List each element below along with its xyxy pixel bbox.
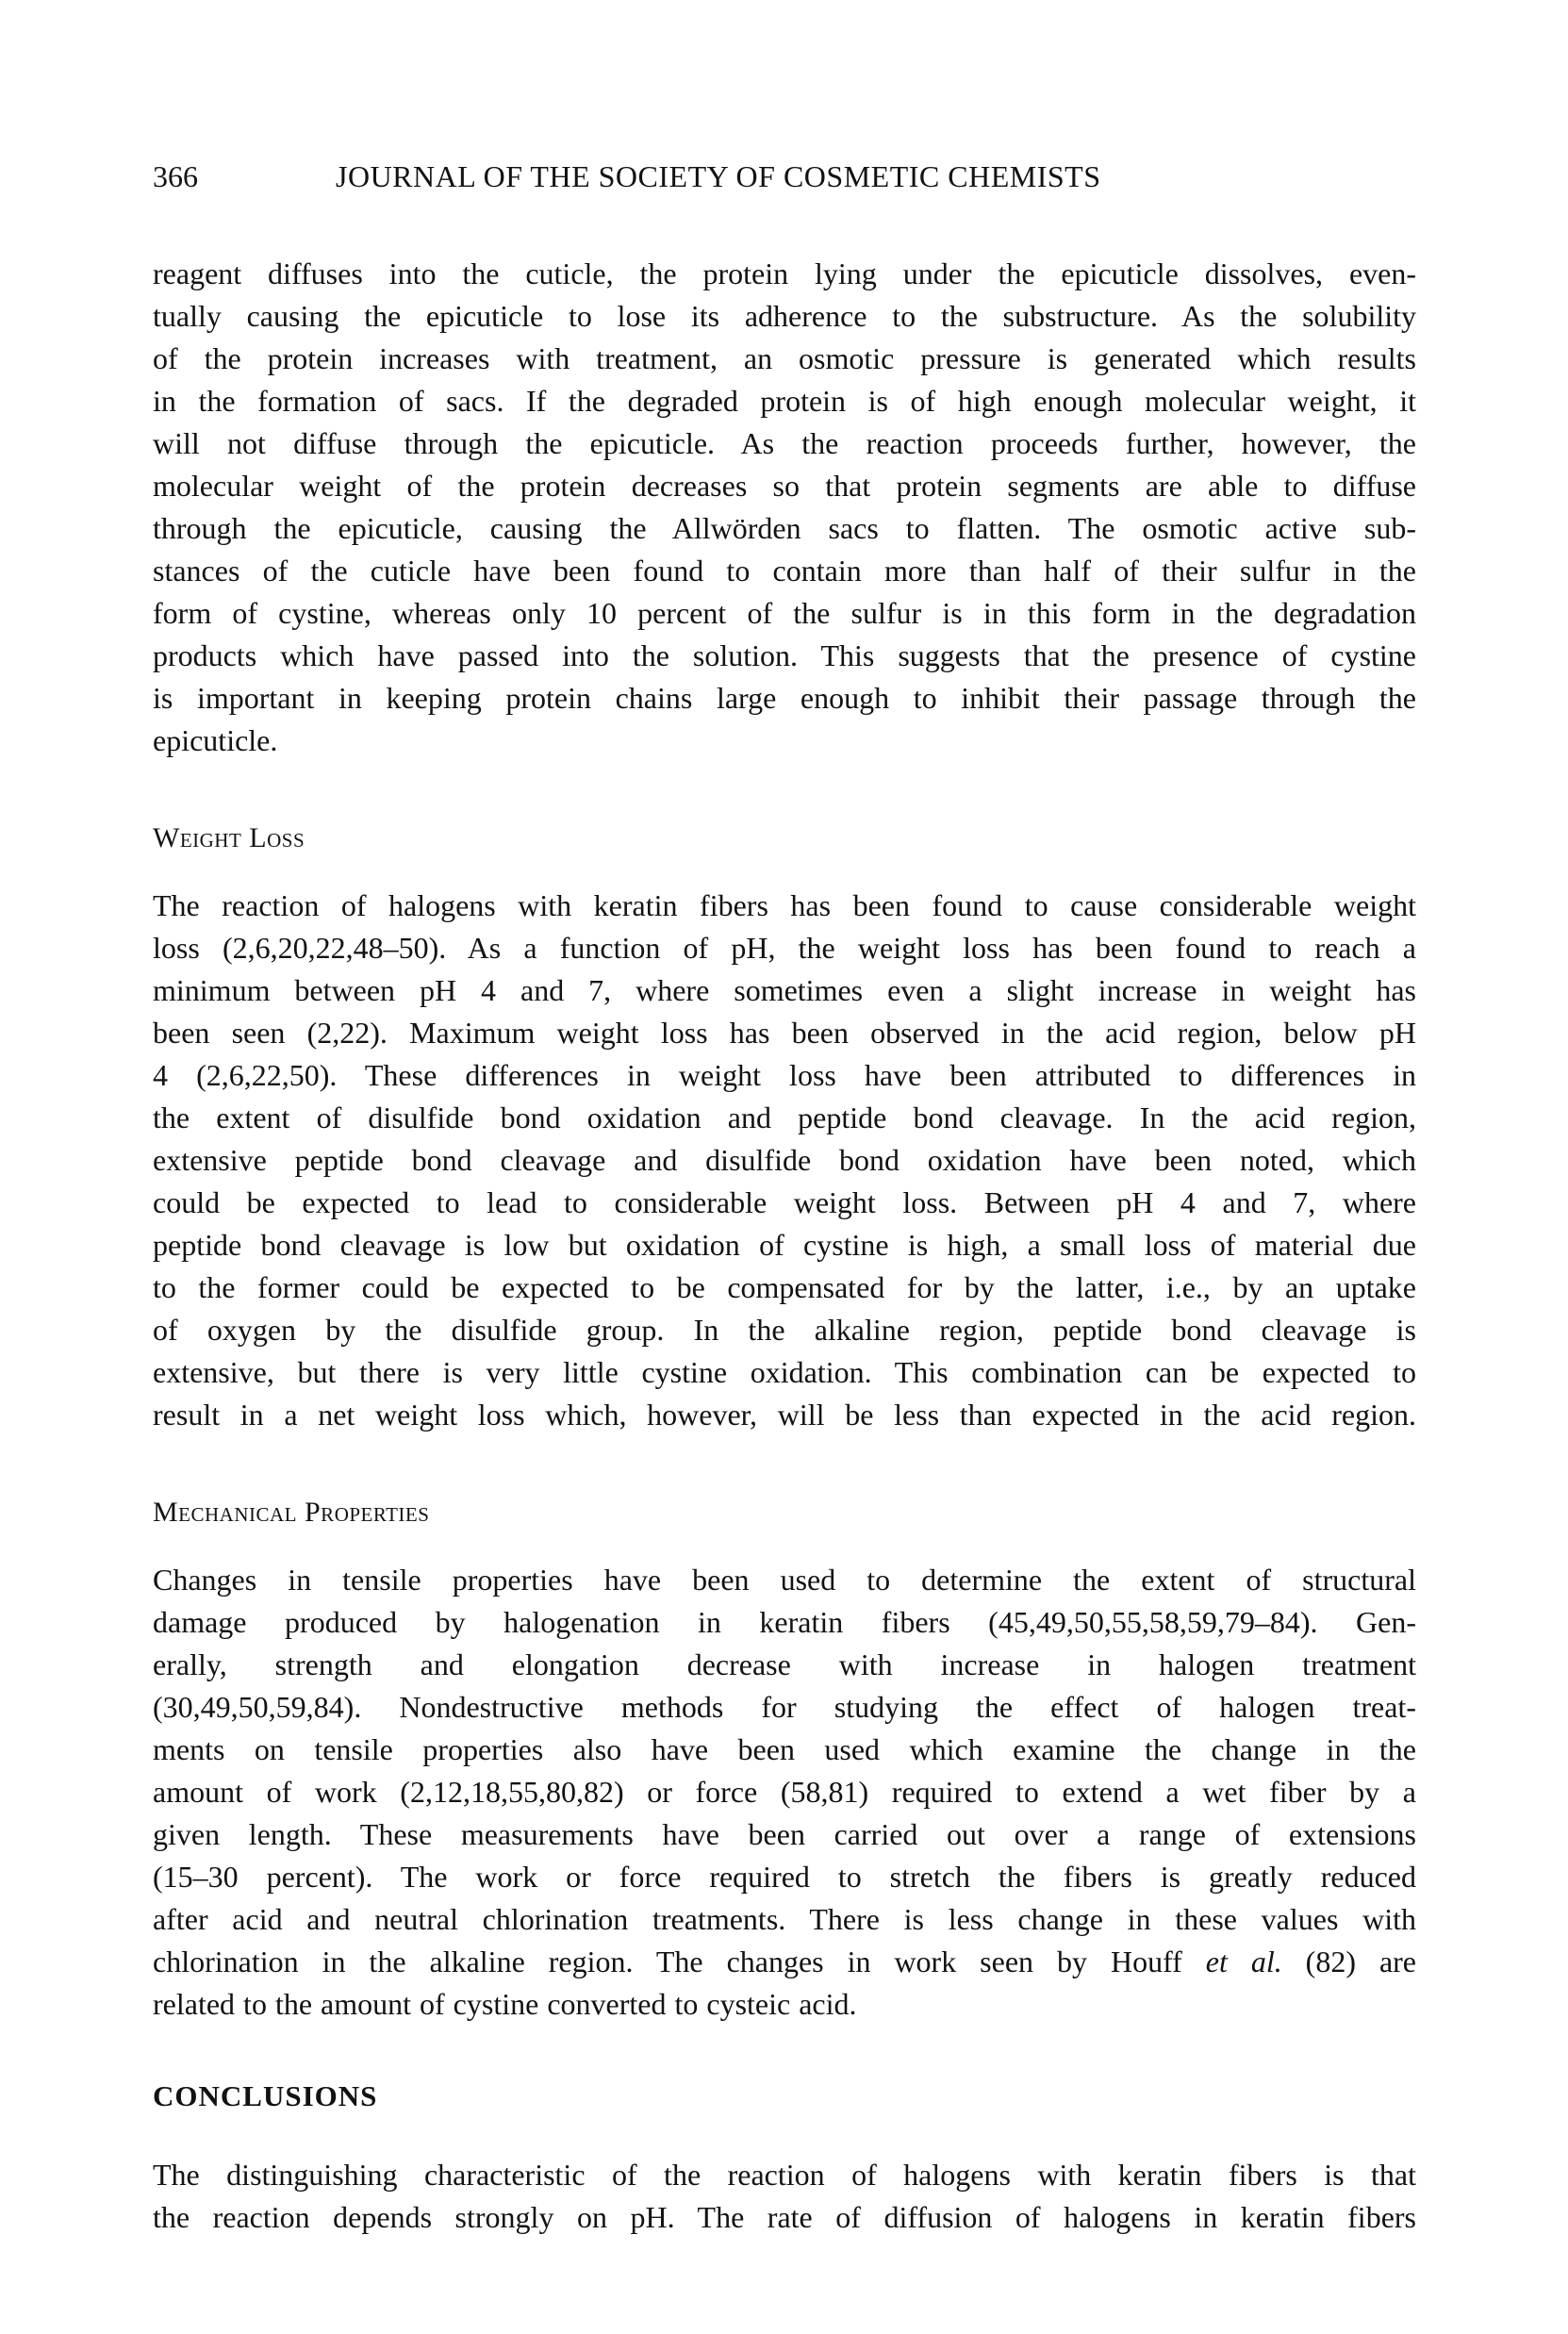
text-line: could be expected to lead to considerable weight loss. Between pH 4 and 7, where: [153, 1185, 1416, 1219]
text-line: The reaction of halogens with keratin fibers has been found to cause considerable weight: [153, 888, 1416, 922]
text-line: peptide bond cleavage is low but oxidation of cystine is high, a small loss of material due: [153, 1228, 1416, 1262]
text-line: been seen (2,22). Maximum weight loss has been observed in the acid region, below pH: [153, 1016, 1416, 1050]
text-line: given length. These measurements have been carried out over a range of extensions: [153, 1817, 1416, 1851]
text-line: Changes in tensile properties have been used to determine the extent of structural: [153, 1563, 1416, 1597]
text-line: products which have passed into the solution. This suggests that the presence of cystine: [153, 638, 1416, 672]
text-line: is important in keeping protein chains large enough to inhibit their passage through the: [153, 681, 1416, 715]
text-line: minimum between pH 4 and 7, where sometimes even a slight increase in weight has: [153, 973, 1416, 1007]
section-heading-weight-loss: Weight Loss: [153, 822, 305, 853]
text-line: result in a net weight loss which, however, will be less than expected in the acid region.: [153, 1398, 1416, 1432]
journal-title: JOURNAL OF THE SOCIETY OF COSMETIC CHEMISTS: [336, 159, 1101, 193]
section-mechanical-properties: [153, 1497, 1416, 2026]
text-line: chlorination in the alkaline region. The changes in work seen by Houff et al. (82) are: [153, 1945, 1417, 1978]
text-line: The distinguishing characteristic of the reaction of halogens with keratin fibers is that: [153, 2158, 1416, 2192]
page-body: [153, 253, 1416, 2239]
text-line: to the former could be expected to be compensated for by the latter, i.e., by an uptake: [153, 1270, 1416, 1304]
paragraph: [153, 2154, 1416, 2239]
paragraph: [153, 885, 1416, 1436]
text-line: epicuticle.: [153, 723, 278, 757]
text-line: of the protein increases with treatment, an osmotic pressure is generated which results: [153, 341, 1416, 375]
text-line: loss (2,6,20,22,48–50). As a function of pH, the weight loss has been found to reach a: [153, 931, 1416, 965]
text-line: of oxygen by the disulfide group. In the alkaline region, peptide bond cleavage is: [153, 1313, 1416, 1347]
text-line: tually causing the epicuticle to lose its adherence to the substructure. As the solubility: [153, 299, 1416, 333]
paragraph: [153, 253, 1416, 762]
section-weight-loss: [153, 822, 1416, 1436]
text-line: 4 (2,6,22,50). These differences in weight loss have been attributed to differences in: [153, 1058, 1416, 1092]
section-conclusions: [153, 2078, 1416, 2239]
text-line: (15–30 percent). The work or force required to stretch the fibers is greatly reduced: [153, 1860, 1416, 1894]
text-line: related to the amount of cystine converted to cysteic acid.: [153, 1987, 857, 2021]
text-line: form of cystine, whereas only 10 percent of the sulfur is in this form in the degradation: [153, 596, 1416, 630]
text-line: after acid and neutral chlorination treatments. There is less change in these values with: [153, 1902, 1416, 1936]
text-line: ments on tensile properties also have been used which examine the change in the: [153, 1732, 1416, 1766]
text-line: the reaction depends strongly on pH. The rate of diffusion of halogens in keratin fibers: [153, 2200, 1416, 2234]
text-line: in the formation of sacs. If the degraded protein is of high enough molecular weight, it: [153, 384, 1416, 418]
text-line: erally, strength and elongation decrease with increase in halogen treatment: [153, 1647, 1416, 1681]
text-line: stances of the cuticle have been found to contain more than half of their sulfur in the: [153, 554, 1416, 588]
text-line: through the epicuticle, causing the Allwörden sacs to flatten. The osmotic active sub-: [153, 511, 1416, 545]
text-line: will not diffuse through the epicuticle. As the reaction proceeds further, however, the: [153, 426, 1416, 460]
text-line: reagent diffuses into the cuticle, the protein lying under the epicuticle dissolves, even-: [153, 257, 1416, 290]
text-line: amount of work (2,12,18,55,80,82) or force (58,81) required to extend a wet fiber by a: [153, 1775, 1416, 1809]
paragraph: [153, 1559, 1416, 2026]
section-intro: [153, 253, 1416, 762]
section-heading-conclusions: CONCLUSIONS: [153, 2079, 378, 2112]
section-heading-mechanical-properties: Mechanical Properties: [153, 1497, 430, 1528]
text-line: molecular weight of the protein decreases so that protein segments are able to diffuse: [153, 469, 1416, 503]
text-line: extensive, but there is very little cystine oxidation. This combination can be expected to: [153, 1355, 1416, 1389]
page-header: [153, 158, 1416, 194]
text-line: extensive peptide bond cleavage and disulfide bond oxidation have been noted, which: [153, 1143, 1416, 1177]
page-number: 366: [153, 159, 198, 193]
text-line: damage produced by halogenation in keratin fibers (45,49,50,55,58,59,79–84). Gen-: [153, 1605, 1416, 1639]
text-line: the extent of disulfide bond oxidation and peptide bond cleavage. In the acid region,: [153, 1101, 1416, 1134]
text-line: (30,49,50,59,84). Nondestructive methods for studying the effect of halogen treat-: [153, 1690, 1416, 1724]
